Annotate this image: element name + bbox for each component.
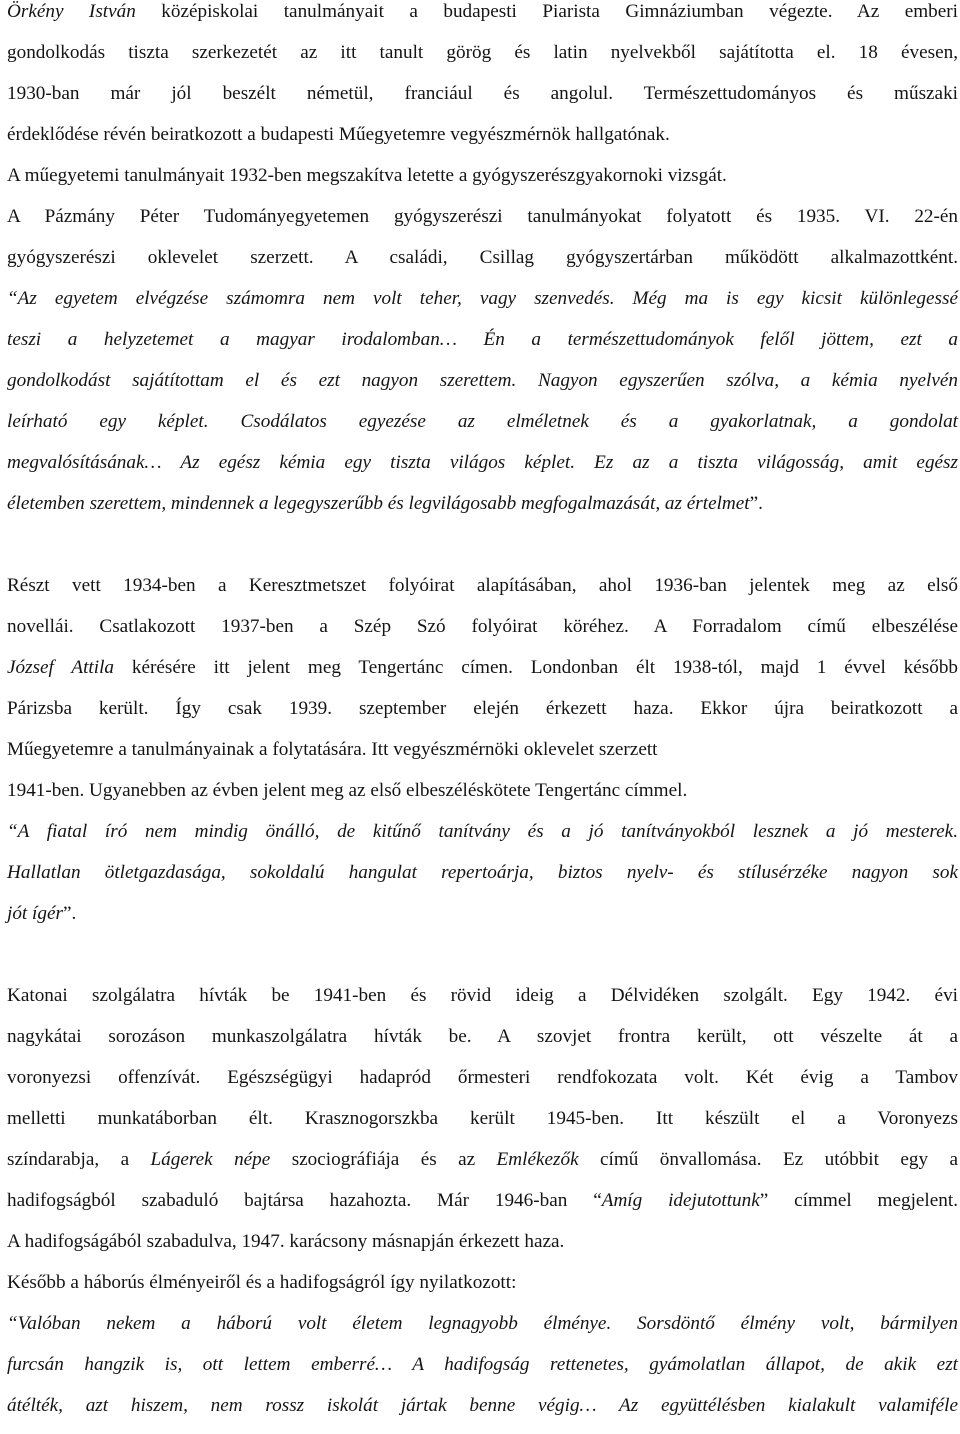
italic-text-run: Amíg idejutottunk <box>601 1190 760 1211</box>
text-run: melletti munkatáborban élt. Krasznogorszkba került 1945-ben. Itt készült el a Voronyezs <box>7 1108 958 1129</box>
text-line <box>7 1189 958 1229</box>
text-line <box>7 1025 958 1065</box>
text-line <box>7 0 958 40</box>
text-run: nagykátai sorozáson munkaszolgálatra hívták be. A szovjet frontra került, ott vészelte át a <box>7 1026 958 1047</box>
text-run: érdeklődése révén beiratkozott a budapesti Műegyetemre vegyészmérnök hallgatónak. <box>7 124 670 145</box>
text-run: A műegyetemi tanulmányait 1932-ben megszakítva letette a gyógyszerészgyakornoki vizsgát. <box>7 165 727 186</box>
text-line <box>7 82 958 122</box>
italic-text-run: “Valóban nekem a háború volt életem legnagyobb élménye. Sorsdöntő élmény volt, bármilyen <box>7 1313 958 1334</box>
text-line <box>7 820 958 860</box>
text-line <box>7 697 958 737</box>
italic-text-run: Hallatlan ötletgazdasága, sokoldalú hangulat repertoárja, biztos nyelv- és stílusérzéke nagyon sok <box>7 862 958 883</box>
text-line <box>7 1107 958 1147</box>
text-line <box>7 574 958 614</box>
italic-text-run: Emlékezők <box>496 1149 579 1170</box>
italic-text-run: “A fiatal író nem mindig önálló, de kitűnő tanítvány és a jó tanítványokból lesznek a jó mesterek. <box>7 821 958 842</box>
text-line <box>7 246 958 286</box>
italic-text-run: gondolkodást sajátítottam el és ezt nagyon szerettem. Nagyon egyszerűen szólva, a kémia nyelvén <box>7 370 958 391</box>
text-run: novellái. Csatlakozott 1937-ben a Szép Szó folyóirat köréhez. A Forradalom című elbeszélése <box>7 616 958 637</box>
italic-text-run: Lágerek népe <box>150 1149 271 1170</box>
text-line <box>7 164 958 204</box>
text-run: Részt vett 1934-ben a Keresztmetszet folyóirat alapításában, ahol 1936-ban jelentek meg az első <box>7 575 958 596</box>
text-run: A Pázmány Péter Tudományegyetemen gyógyszerészi tanulmányokat folyatott és 1935. VI. 22-én <box>7 206 958 227</box>
italic-text-run: megvalósításának… Az egész kémia egy tiszta világos képlet. Ez az a tiszta világosság, amit egész <box>7 452 958 473</box>
text-run: gyógyszerészi oklevelet szerzett. A családi, Csillag gyógyszertárban működött alkalmazottként. <box>7 247 958 268</box>
text-line <box>7 656 958 696</box>
text-run: ”. <box>749 493 763 514</box>
text-run: kérésére itt jelent meg Tengertánc címen. Londonban élt 1938-tól, majd 1 évvel később <box>114 657 959 678</box>
text-line <box>7 1148 958 1188</box>
text-line <box>7 902 958 942</box>
text-run: ”. <box>62 903 77 924</box>
text-run: ” címmel megjelent. <box>759 1190 958 1211</box>
italic-text-run: jót ígér <box>7 903 63 924</box>
text-run: című önvallomása. Ez utóbbit egy a <box>578 1149 958 1170</box>
text-run: 1941-ben. Ugyanebben az évben jelent meg az első elbeszéléskötete Tengertánc címmel. <box>7 780 688 801</box>
text-run: színdarabja, a <box>7 1149 151 1170</box>
text-line <box>7 1353 958 1393</box>
text-line <box>7 615 958 655</box>
italic-text-run: Örkény István <box>7 1 136 22</box>
text-run: Katonai szolgálatra hívták be 1941-ben és rövid ideig a Délvidéken szolgált. Egy 1942. évi <box>7 985 958 1006</box>
text-line <box>7 328 958 368</box>
text-line <box>7 41 958 81</box>
text-run: A hadifogságából szabadulva, 1947. karácsony másnapján érkezett haza. <box>7 1231 565 1252</box>
text-line <box>7 1312 958 1352</box>
text-line <box>7 123 958 163</box>
text-line <box>7 410 958 450</box>
text-run: gondolkodás tiszta szerkezetét az itt tanult görög és latin nyelvekből sajátította el. 18 évesen, <box>7 42 958 63</box>
text-line <box>7 738 958 778</box>
text-run: Műegyetemre a tanulmányainak a folytatására. Itt vegyészmérnöki oklevelet szerzett <box>7 739 658 760</box>
text-line <box>7 451 958 491</box>
italic-text-run: “Az egyetem elvégzése számomra nem volt teher, vagy szenvedés. Még ma is egy kicsit különlegessé <box>7 288 958 309</box>
text-run: 1930-ban már jól beszélt németül, franciául és angolul. Természettudományos és műszaki <box>7 83 958 104</box>
text-line <box>7 1230 958 1270</box>
text-line <box>7 861 958 901</box>
text-line <box>7 984 958 1024</box>
text-line <box>7 205 958 245</box>
italic-text-run: leírható egy képlet. Csodálatos egyezése az elméletnek és a gyakorlatnak, a gondolat <box>7 411 958 432</box>
text-run: Párizsba került. Így csak 1939. szeptember elején érkezett haza. Ekkor újra beiratkozott a <box>7 698 958 719</box>
text-line <box>7 1394 958 1434</box>
italic-text-run: átélték, azt hiszem, nem rossz iskolát jártak benne végig… Az együttélésben kialakult valamiféle <box>7 1395 958 1416</box>
text-run: hadifogságból szabaduló bajtársa hazahozta. Már 1946-ban “ <box>7 1190 602 1211</box>
text-run: középiskolai tanulmányait a budapesti Piarista Gimnáziumban végezte. Az emberi <box>135 1 959 22</box>
italic-text-run: József Attila <box>7 657 115 678</box>
text-run: voronyezsi offenzívát. Egészségügyi hadapród őrmesteri rendfokozata volt. Két évig a Tambov <box>7 1067 958 1088</box>
text-line <box>7 369 958 409</box>
italic-text-run: furcsán hangzik is, ott lettem emberré… A hadifogság rettenetes, gyámolatlan állapot, de akik ezt <box>7 1354 958 1375</box>
text-line <box>7 1066 958 1106</box>
text-line <box>7 492 958 532</box>
italic-text-run: életemben szerettem, mindennek a legegyszerűbb és legvilágosabb megfogalmazását, az értelmet <box>7 493 750 514</box>
text-line <box>7 287 958 327</box>
text-run: Később a háborús élményeiről és a hadifogságról így nyilatkozott: <box>7 1272 517 1293</box>
text-line <box>7 1271 958 1311</box>
text-run: szociográfiája és az <box>270 1149 497 1170</box>
italic-text-run: teszi a helyzetemet a magyar irodalomban… Én a természettudományok felől jöttem, ezt a <box>7 329 958 350</box>
text-line <box>7 779 958 819</box>
